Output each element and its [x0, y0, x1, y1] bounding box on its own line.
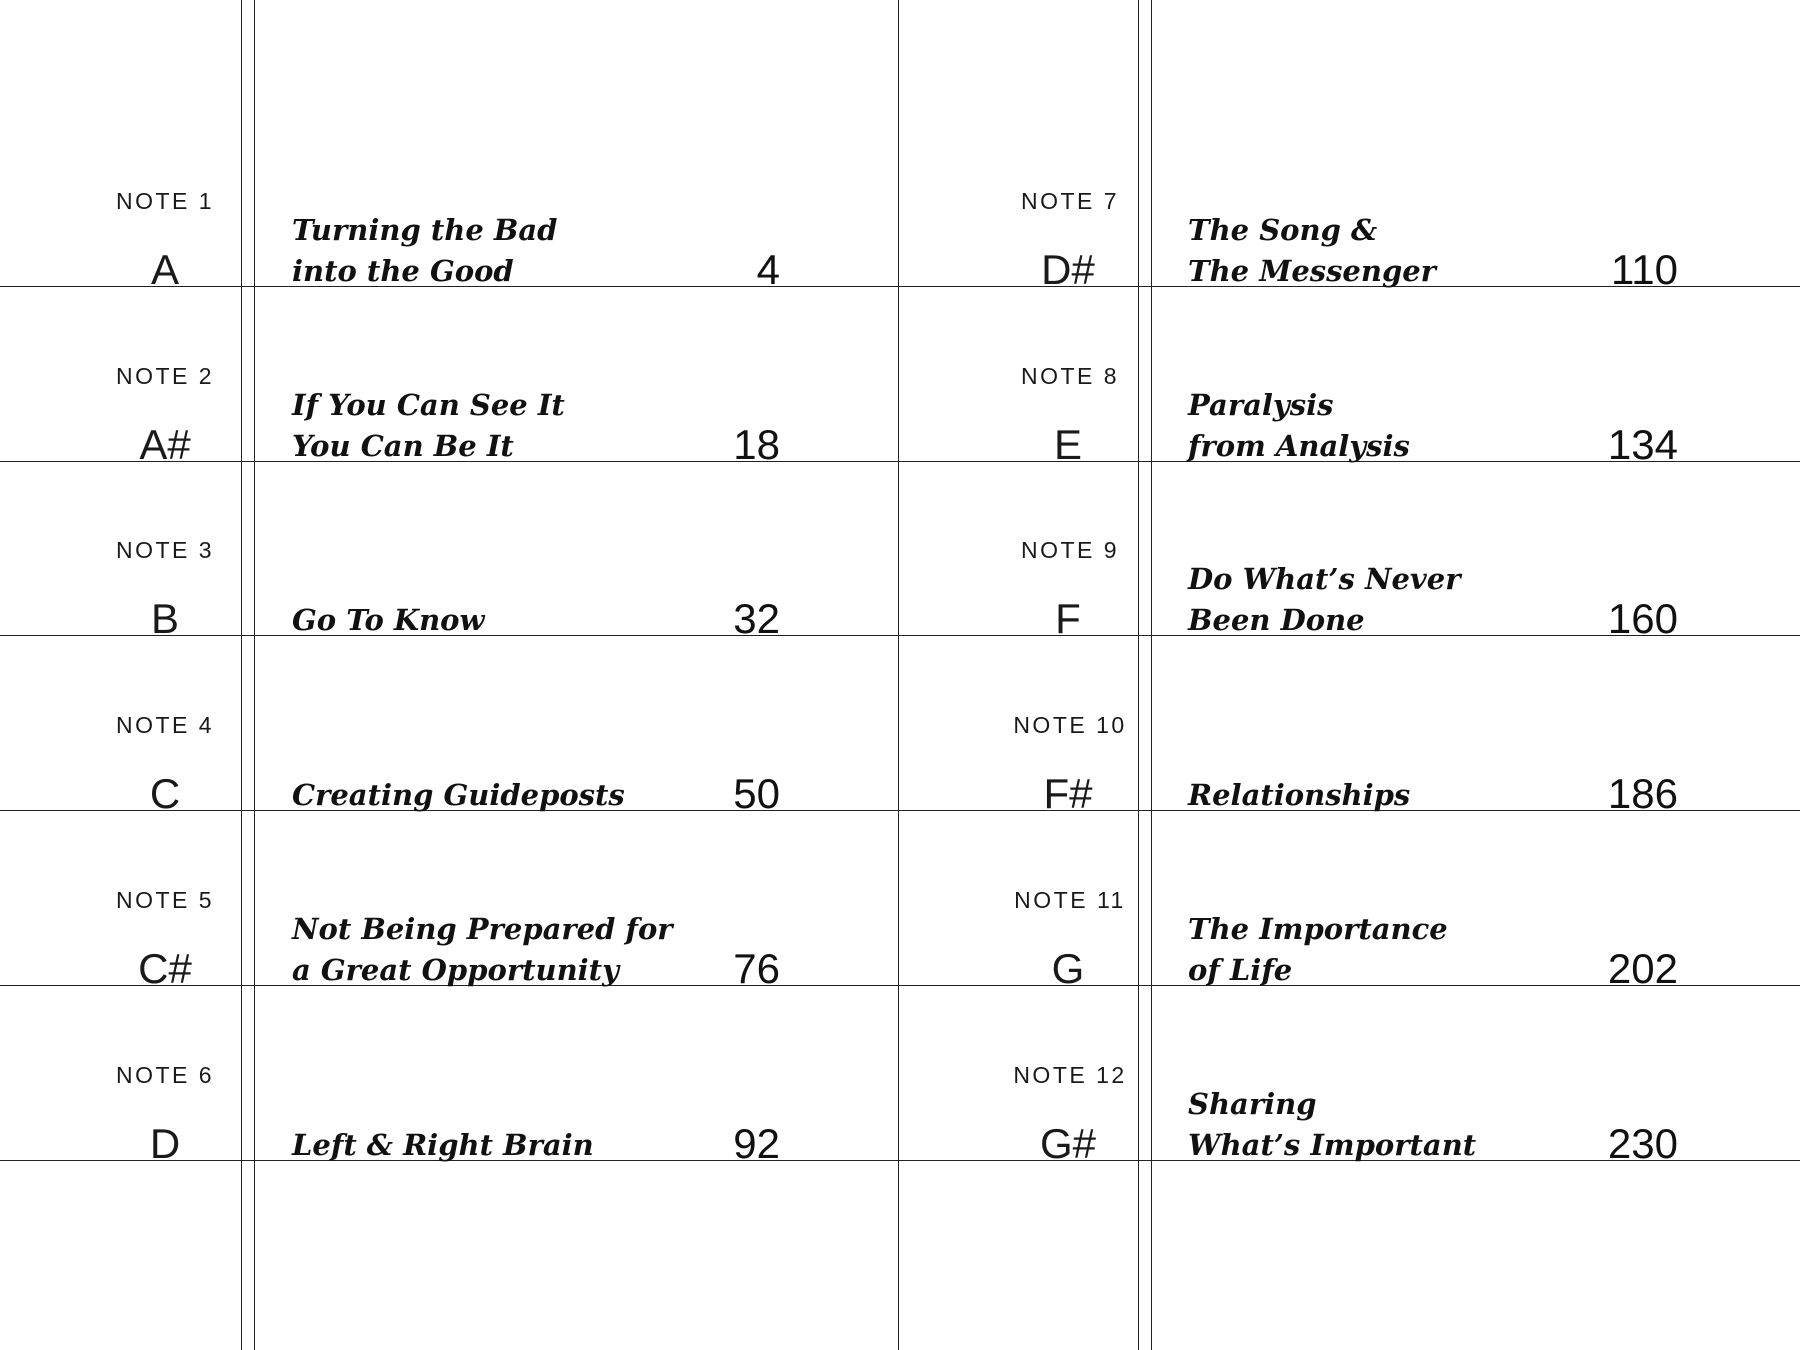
- page-number: 202: [1607, 945, 1678, 992]
- column-divider: [1138, 0, 1139, 1350]
- musical-key: E: [1053, 421, 1083, 468]
- chapter-title-line: The Importance: [1188, 912, 1448, 946]
- note-number-label: NOTE 4: [115, 712, 215, 738]
- note-number-label: NOTE 3: [115, 537, 215, 563]
- row-divider: [0, 1160, 1800, 1161]
- chapter-title-line: Do What’s Never: [1188, 562, 1461, 596]
- row-divider: [0, 461, 1800, 462]
- chapter-title: [1188, 385, 1410, 467]
- chapter-title: [292, 210, 557, 292]
- note-number-label: NOTE 5: [115, 887, 215, 913]
- musical-key: F#: [1043, 770, 1093, 817]
- musical-key: D#: [1041, 246, 1095, 293]
- chapter-title: [292, 1125, 594, 1166]
- musical-key: G: [1051, 945, 1085, 992]
- page-number: 230: [1607, 1120, 1678, 1167]
- chapter-title-line: Been Done: [1188, 603, 1365, 637]
- chapter-title-line: of Life: [1188, 953, 1293, 987]
- chapter-title-line: Turning the Bad: [292, 213, 558, 247]
- page-number: 18: [733, 421, 780, 468]
- chapter-title-line: If You Can See It: [292, 388, 565, 422]
- musical-key: G#: [1039, 1120, 1097, 1167]
- row-divider: [0, 286, 1800, 287]
- musical-key: C#: [138, 945, 192, 992]
- note-number-label: NOTE 11: [1014, 887, 1126, 913]
- page-number: 4: [756, 246, 780, 293]
- chapter-title: [1188, 210, 1436, 292]
- chapter-title: [1188, 559, 1460, 641]
- chapter-title-line: Relationships: [1188, 778, 1411, 812]
- page-number: 160: [1607, 595, 1678, 642]
- row-divider: [0, 985, 1800, 986]
- column-divider: [1151, 0, 1152, 1350]
- chapter-title-line: Sharing: [1188, 1087, 1317, 1121]
- chapter-title-line: Paralysis: [1188, 388, 1334, 422]
- chapter-title-line: a Great Opportunity: [292, 953, 619, 987]
- chapter-title: [1188, 775, 1410, 816]
- page-number: 76: [733, 945, 780, 992]
- row-divider: [0, 810, 1800, 811]
- page-number: 32: [733, 595, 780, 642]
- musical-key: A#: [139, 421, 191, 468]
- note-number-label: NOTE 8: [1020, 363, 1120, 389]
- chapter-title-line: The Song &: [1188, 213, 1378, 247]
- chapter-title-line: from Analysis: [1188, 429, 1410, 463]
- chapter-title-line: Left & Right Brain: [292, 1128, 594, 1162]
- note-number-label: NOTE 2: [115, 363, 215, 389]
- column-divider: [898, 0, 899, 1350]
- column-divider: [241, 0, 242, 1350]
- page-number: 92: [733, 1120, 780, 1167]
- page-number: 50: [733, 770, 780, 817]
- column-divider: [254, 0, 255, 1350]
- chapter-title-line: What’s Important: [1188, 1128, 1477, 1162]
- chapter-title: [1188, 1084, 1476, 1166]
- chapter-title: [292, 600, 485, 641]
- row-divider: [0, 635, 1800, 636]
- chapter-title-line: into the Good: [292, 254, 514, 288]
- chapter-title: [292, 775, 625, 816]
- note-number-label: NOTE 1: [115, 188, 215, 214]
- chapter-title-line: Go To Know: [292, 603, 485, 637]
- chapter-title-line: Creating Guideposts: [292, 778, 625, 812]
- chapter-title-line: You Can Be It: [292, 429, 514, 463]
- note-number-label: NOTE 9: [1020, 537, 1120, 563]
- musical-key: D: [149, 1120, 181, 1167]
- chapter-title-line: Not Being Prepared for: [292, 912, 673, 946]
- musical-key: A: [150, 246, 180, 293]
- musical-key: C: [149, 770, 181, 817]
- page-number: 134: [1607, 421, 1678, 468]
- chapter-title: [292, 909, 673, 991]
- chapter-title: [1188, 909, 1448, 991]
- note-number-label: NOTE 10: [1013, 712, 1127, 738]
- page-number: 110: [1611, 246, 1678, 293]
- chapter-title: [292, 385, 565, 467]
- note-number-label: NOTE 6: [115, 1062, 215, 1088]
- page-number: 186: [1607, 770, 1678, 817]
- note-number-label: NOTE 12: [1013, 1062, 1127, 1088]
- musical-key: F: [1055, 595, 1081, 642]
- musical-key: B: [150, 595, 180, 642]
- chapter-title-line: The Messenger: [1188, 254, 1436, 288]
- note-number-label: NOTE 7: [1020, 188, 1120, 214]
